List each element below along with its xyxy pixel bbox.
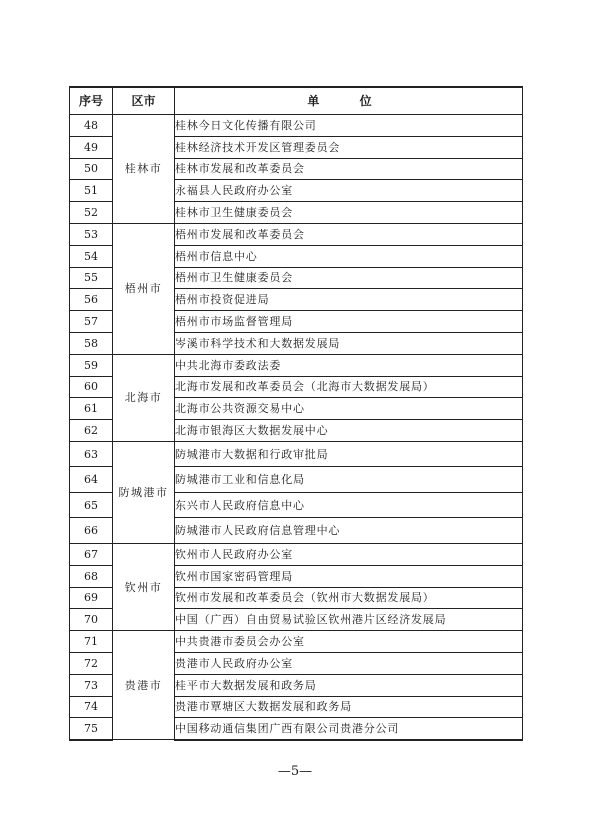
serial-number-cell: 75 [70, 718, 113, 740]
header-unit: 单 位 [175, 87, 523, 115]
unit-name-cell: 贵港市覃塘区大数据发展和政务局 [175, 696, 523, 718]
district-city-cell: 北海市 [113, 354, 175, 441]
unit-name-cell: 防城港市大数据和行政审批局 [175, 441, 523, 467]
unit-name-cell: 梧州市信息中心 [175, 245, 523, 267]
table-row [70, 543, 523, 565]
serial-number-cell: 61 [70, 398, 113, 420]
unit-name-cell: 中国移动通信集团广西有限公司贵港分公司 [175, 718, 523, 740]
serial-number-cell: 71 [70, 631, 113, 653]
serial-number-cell: 57 [70, 311, 113, 333]
serial-number-cell: 73 [70, 674, 113, 696]
unit-name-cell: 桂林今日文化传播有限公司 [175, 115, 523, 137]
unit-name-cell: 桂林市卫生健康委员会 [175, 202, 523, 224]
serial-number-cell: 60 [70, 376, 113, 398]
unit-name-cell: 梧州市市场监督管理局 [175, 311, 523, 333]
unit-name-cell: 中共北海市委政法委 [175, 354, 523, 376]
district-city-cell: 贵港市 [113, 631, 175, 740]
unit-name-cell: 梧州市发展和改革委员会 [175, 223, 523, 245]
serial-number-cell: 55 [70, 267, 113, 289]
table-row [70, 631, 523, 653]
unit-name-cell: 梧州市卫生健康委员会 [175, 267, 523, 289]
serial-number-cell: 64 [70, 467, 113, 493]
header-district-city: 区市 [113, 87, 175, 115]
unit-name-cell: 梧州市投资促进局 [175, 289, 523, 311]
unit-name-cell: 北海市发展和改革委员会（北海市大数据发展局） [175, 376, 523, 398]
table-body [70, 115, 523, 740]
units-table [69, 86, 523, 741]
district-city-cell: 梧州市 [113, 223, 175, 354]
serial-number-cell: 69 [70, 587, 113, 609]
serial-number-cell: 48 [70, 115, 113, 137]
serial-number-cell: 56 [70, 289, 113, 311]
unit-name-cell: 东兴市人民政府信息中心 [175, 492, 523, 518]
serial-number-cell: 67 [70, 543, 113, 565]
page-number: —5— [277, 764, 313, 779]
serial-number-cell: 70 [70, 609, 113, 631]
table-header-row [70, 87, 523, 115]
serial-number-cell: 52 [70, 202, 113, 224]
unit-name-cell: 钦州市国家密码管理局 [175, 565, 523, 587]
serial-number-cell: 53 [70, 223, 113, 245]
unit-name-cell: 钦州市发展和改革委员会（钦州市大数据发展局） [175, 587, 523, 609]
unit-name-cell: 桂林市发展和改革委员会 [175, 158, 523, 180]
serial-number-cell: 49 [70, 136, 113, 158]
serial-number-cell: 66 [70, 518, 113, 544]
unit-name-cell: 中国（广西）自由贸易试验区钦州港片区经济发展局 [175, 609, 523, 631]
unit-name-cell: 防城港市工业和信息化局 [175, 467, 523, 493]
serial-number-cell: 65 [70, 492, 113, 518]
table-row [70, 223, 523, 245]
header-serial-number: 序号 [70, 87, 113, 115]
unit-name-cell: 钦州市人民政府办公室 [175, 543, 523, 565]
serial-number-cell: 50 [70, 158, 113, 180]
serial-number-cell: 68 [70, 565, 113, 587]
unit-name-cell: 北海市银海区大数据发展中心 [175, 420, 523, 442]
unit-name-cell: 永福县人民政府办公室 [175, 180, 523, 202]
serial-number-cell: 63 [70, 441, 113, 467]
serial-number-cell: 72 [70, 652, 113, 674]
table-row [70, 441, 523, 467]
unit-name-cell: 北海市公共资源交易中心 [175, 398, 523, 420]
unit-name-cell: 桂平市大数据发展和政务局 [175, 674, 523, 696]
serial-number-cell: 51 [70, 180, 113, 202]
unit-name-cell: 桂林经济技术开发区管理委员会 [175, 136, 523, 158]
serial-number-cell: 58 [70, 332, 113, 354]
unit-name-cell: 防城港市人民政府信息管理中心 [175, 518, 523, 544]
district-city-cell: 钦州市 [113, 543, 175, 630]
unit-name-cell: 岑溪市科学技术和大数据发展局 [175, 332, 523, 354]
serial-number-cell: 62 [70, 420, 113, 442]
district-city-cell: 防城港市 [113, 441, 175, 543]
unit-name-cell: 中共贵港市委员会办公室 [175, 631, 523, 653]
district-city-cell: 桂林市 [113, 115, 175, 224]
table-row [70, 354, 523, 376]
serial-number-cell: 74 [70, 696, 113, 718]
unit-name-cell: 贵港市人民政府办公室 [175, 652, 523, 674]
serial-number-cell: 59 [70, 354, 113, 376]
serial-number-cell: 54 [70, 245, 113, 267]
table-row [70, 115, 523, 137]
